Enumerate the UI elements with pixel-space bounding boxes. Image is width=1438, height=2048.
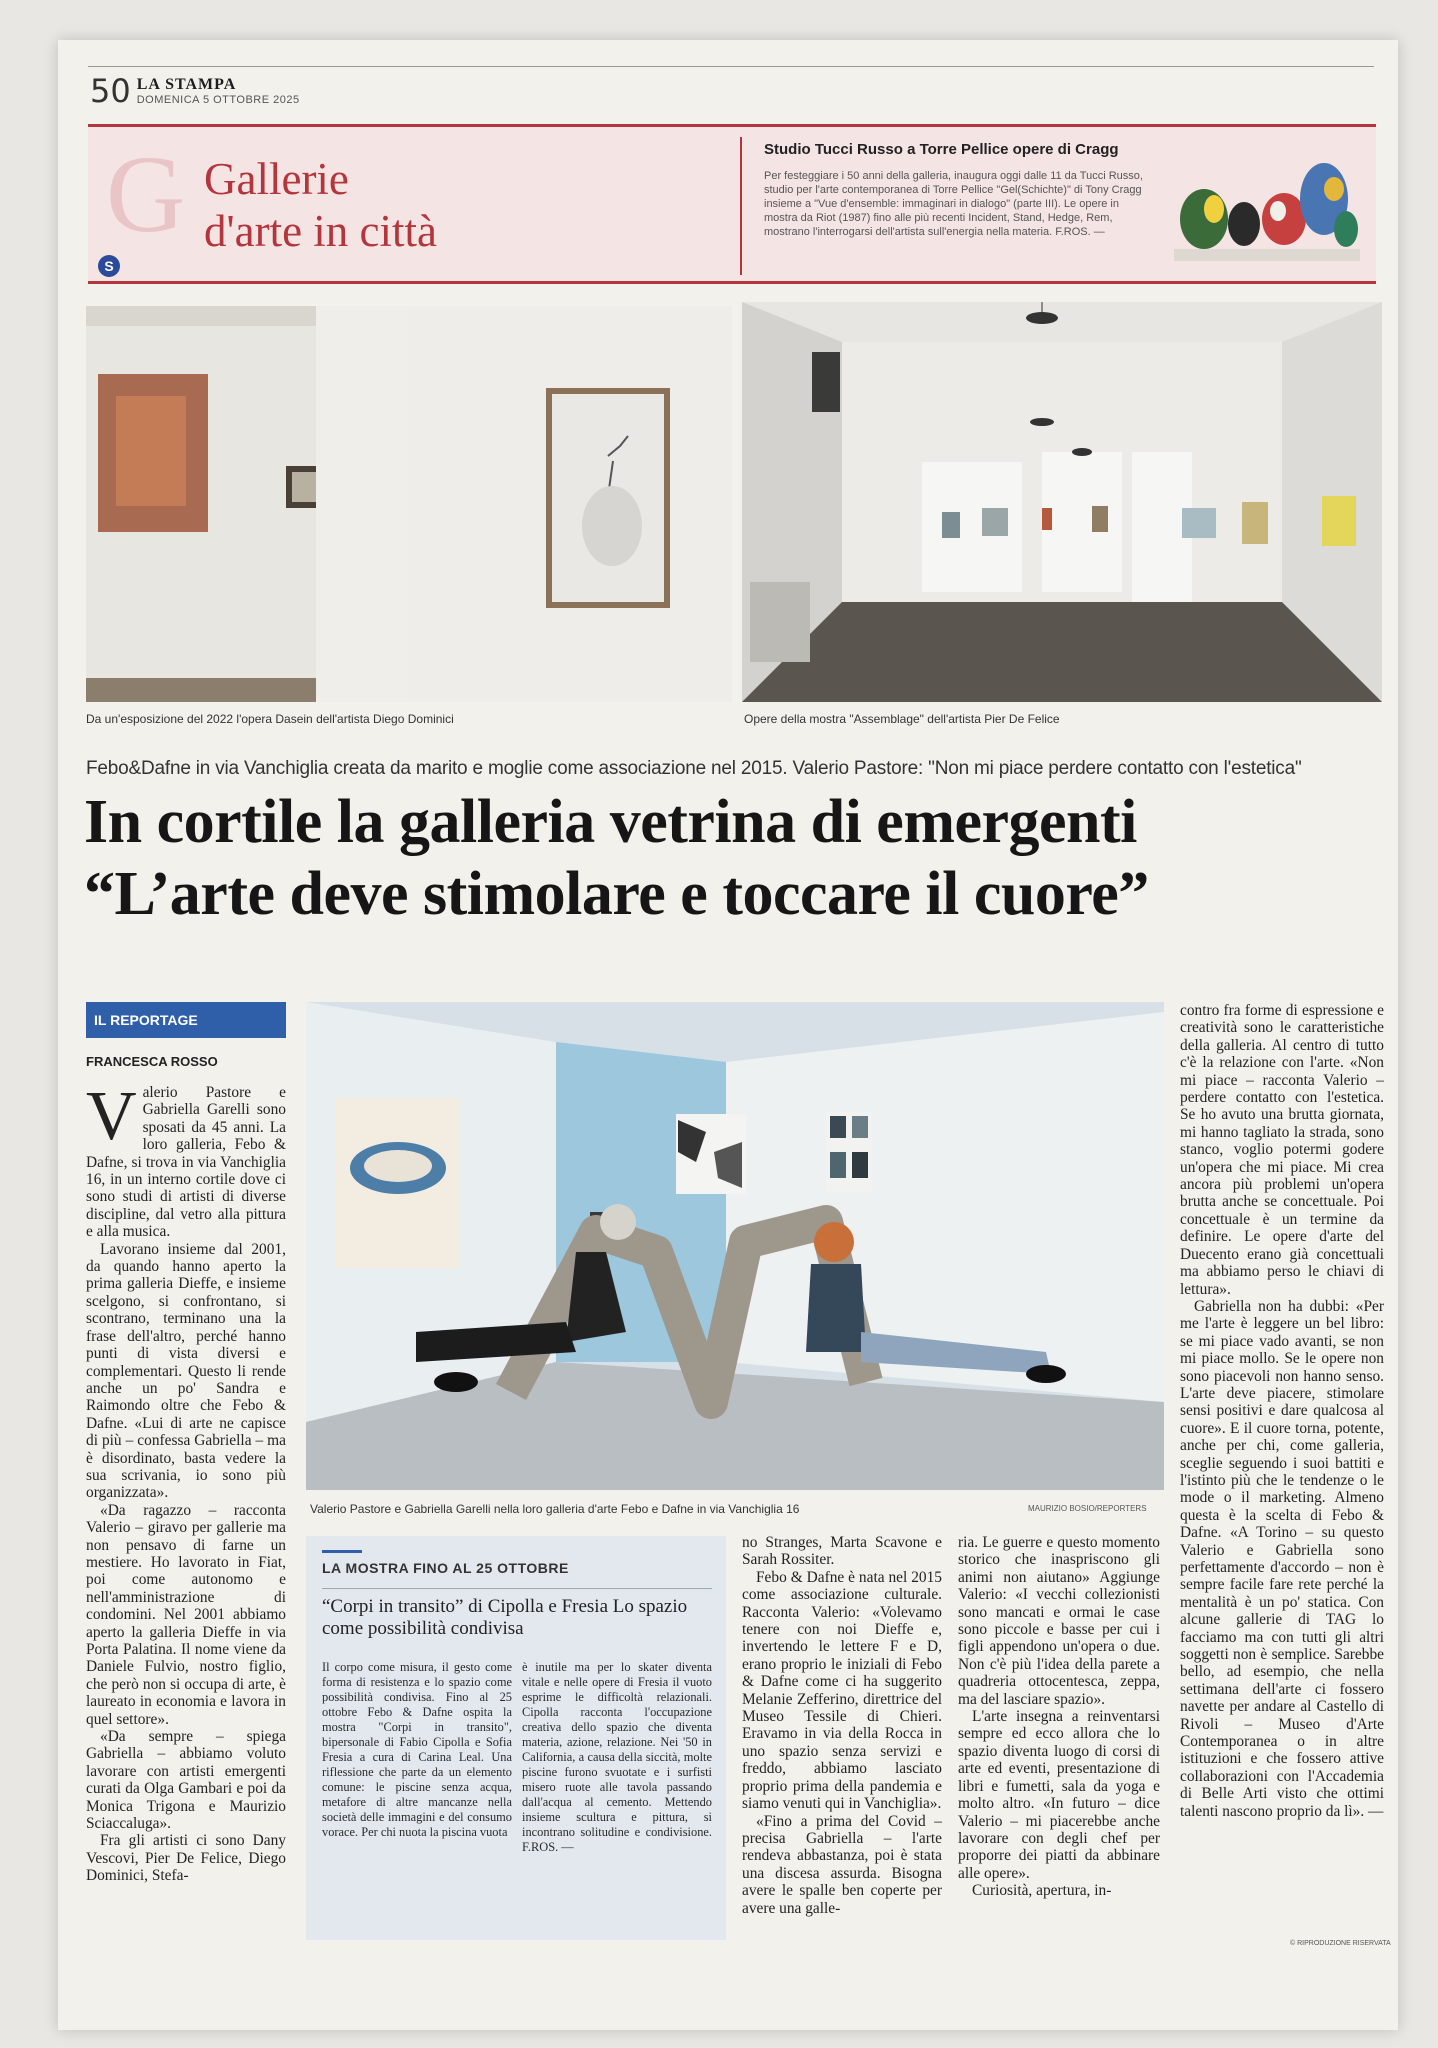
- paragraph: L'arte insegna a reinventarsi sempre ed ecco allora che lo spazio diventa luogo di corsi di arte ed eventi, presentazione di libri e fumetti, sala da yoga e molto altro. «In futuro – dice Valerio – mi piacerebbe anche lavorare con degli chef per proporre dei piatti da abbinare alle opere».: [958, 1708, 1160, 1882]
- copyright-note: © RIPRODUZIONE RISERVATA: [1290, 1940, 1391, 1947]
- article-column-4: [958, 1534, 1160, 1944]
- headline-line2: “L’arte deve stimolare e toccare il cuore”: [84, 860, 1149, 928]
- section-badge: S: [98, 255, 120, 277]
- article-headline: [84, 786, 1394, 930]
- side-headline: Studio Tucci Russo a Torre Pellice opere di Cragg: [764, 141, 1119, 158]
- box-label: LA MOSTRA FINO AL 25 OTTOBRE: [322, 1560, 569, 1576]
- sidebar-box: [306, 1536, 726, 1940]
- headline-line1: In cortile la galleria vetrina di emergenti: [84, 788, 1137, 856]
- box-accent-rule: [322, 1550, 362, 1553]
- section-title-line1: Gallerie: [204, 154, 349, 204]
- top-rule: [88, 66, 1374, 67]
- box-divider: [322, 1588, 712, 1589]
- paragraph: Fra gli artisti ci sono Dany Vescovi, Pier De Felice, Diego Dominici, Stefa-: [86, 1832, 286, 1885]
- paragraph: alerio Pastore e Gabriella Garelli sono sposati da 45 anni. La loro galleria, Febo & Dafne, si trova in via Vanchiglia 16, in un interno cortile dove ci sono studi di artisti di diverse discipline, dal vetro alla pittura e alla musica.: [86, 1084, 286, 1241]
- section-title: [204, 153, 524, 257]
- paragraph: «Da sempre – spiega Gabriella – abbiamo voluto lavorare con artisti emergenti curati da Olga Gambari e poi da Monica Trigona e Maurizio Sciaccaluga».: [86, 1728, 286, 1833]
- photo-caption-left: Da un'esposizione del 2022 l'opera Dasein dell'artista Diego Dominici: [86, 712, 454, 726]
- box-column-1: Il corpo come misura, il gesto come forma di resistenza e lo spazio come possibilità condivisa. Fino al 25 ottobre Febo & Dafne ospita la mostra "Corpi in transito", bipersonale di Fabio Cipolla e Sofia Fresia a cura di Carina Leal. Una riflessione che parte da un elemento comune: le piscine senza acqua, metafore di altre mancanze nella società delle immagini e del consumo vorace. Per chi nuota la piscina vuota: [322, 1660, 512, 1839]
- banner-divider: [740, 137, 742, 275]
- main-photo-caption: Valerio Pastore e Gabriella Garelli nella loro galleria d'arte Febo e Dafne in via Vanchiglia 16: [310, 1502, 800, 1516]
- drop-cap: V: [86, 1078, 137, 1155]
- section-title-line2: d'arte in città: [204, 206, 437, 256]
- photo-credit: MAURIZIO BOSIO/REPORTERS: [1028, 1504, 1147, 1513]
- section-initial: G: [106, 133, 186, 255]
- gallery-photo-dasein: [86, 306, 408, 702]
- section-banner: [88, 124, 1376, 284]
- main-photo-gallery-owners: [306, 1002, 1164, 1490]
- paragraph: «Fino a prima del Covid – precisa Gabriella – l'arte rendeva abbastanza, poi è stata una discesa assurda. Bisogna avere le spalle ben coperte per avere una galle-: [742, 1812, 942, 1917]
- side-text: Per festeggiare i 50 anni della galleria, inaugura oggi dalle 11 da Tucci Russo, studio per l'arte contemporanea di Torre Pellice "Gel(Schichte)" di Tony Cragg insieme a "Vue d'ensemble: immaginari in dialogo" (parte III). Le opere in mostra da Riot (1987) fino alle più recenti Incident, Stand, Hedge, Rem, mostrano l'interrogarsi dell'artista sull'energia nella materia. F.ROS. —: [764, 170, 1143, 238]
- box-column-2: è inutile ma per lo skater diventa vitale e nelle opere di Fresia il vuoto esprime le difficoltà relazionali. Cipolla racconta l'occupazione creativa dello spazio che diventa materia, azione, relazione. Nei '50 in California, a causa della siccità, molte piscine furono svuotate e i surfisti misero ruote alle tavola passando dall'acqua al cemento. Mettendo insieme scultura e pittura, si incontrano solitudine e condivisione. F.ROS. —: [522, 1660, 712, 1854]
- paragraph: «Da ragazzo – racconta Valerio – giravo per gallerie ma non pensavo di farne un mestiere. Ho lavorato in Fiat, poi come autonomo e nell'amministrazione di condomini. Nel 2001 abbiamo aperto la galleria Dieffe in via Porta Palatina. Il nome viene da Daniele Fulvio, nostro figlio, che però non si occupa di arte, è laureato in economia e lavora in quel settore».: [86, 1501, 286, 1728]
- masthead: [90, 72, 300, 110]
- paragraph: Febo & Dafne è nata nel 2015 come associazione culturale. Racconta Valerio: «Volevamo tenere con noi Dieffe e, invertendo le lettere F e D, erano proprio le iniziali di Febo & Dafne come ci ha suggerito Melanie Zefferino, direttrice del Museo Tessile di Chieri. Eravamo in via della Rocca in uno spazio senza servizi e freddo, abbiamo lasciato proprio prima della pandemia e siamo venuti qui in Vanchiglia».: [742, 1568, 942, 1813]
- article-column-5: [1180, 1002, 1384, 1938]
- article-column-1: [86, 1078, 286, 1944]
- photo-caption-right: Opere della mostra "Assemblage" dell'artista Pier De Felice: [744, 712, 1060, 726]
- page-number: 50: [90, 72, 131, 110]
- issue-date: DOMENICA 5 OTTOBRE 2025: [136, 94, 300, 106]
- article-column-3: [742, 1534, 942, 1944]
- cragg-artwork-image: [1174, 149, 1360, 261]
- gallery-photo-assemblage: [742, 302, 1382, 702]
- byline: FRANCESCA ROSSO: [86, 1054, 218, 1069]
- masthead-text: [137, 76, 300, 106]
- paragraph: no Stranges, Marta Scavone e Sarah Rossiter.: [742, 1534, 942, 1569]
- paragraph: ria. Le guerre e questo momento storico che inaspriscono gli animi non aiutano» Aggiunge Valerio: «I vecchi collezionisti sono mancati e ormai le case sono piccole e basse per cui i figli appendono un'opera o due. Non c'è più l'idea della parete a quadreria ottocentesca, zeppa, ma del lasciare spazio».: [958, 1534, 1160, 1708]
- newspaper-name: LA STAMPA: [136, 76, 237, 93]
- gallery-photo-white-wall: [408, 306, 732, 702]
- paragraph: Curiosità, apertura, in-: [972, 1882, 1112, 1900]
- section-label: IL REPORTAGE: [86, 1002, 286, 1038]
- article-kicker: Febo&Dafne in via Vanchiglia creata da marito e moglie come associazione nel 2015. Valerio Pastore: "Non mi piace perdere contatto con l'estetica": [86, 758, 1302, 779]
- paragraph: Gabriella non ha dubbi: «Per me l'arte è leggere un bel libro: se mi piace vado avanti, se non mi piace mollo. Se le opere non sono piacevoli non hanno senso. L'arte deve piacere, stimolare sensi positivi e dare qualcosa al cuore». E il cuore torna, potente, anche per chi, come galleria, sceglie seguendo i suoi battiti e l'istinto più che le tendenze o le mode o il marketing. Almeno questa è la scelta di Febo & Dafne. «A Torino – su questo Valerio e Gabriella sono perfettamente d'accordo – non è sempre facile fare rete perché la mentalità è un po' statica. Con alcune gallerie di TAG lo facciamo ma con tutti gli altri soggetti non è semplice. Sarebbe bello, ad esempio, che nella settimana dell'arte ci fossero navette per andare al Castello di Rivoli – Museo d'Arte Contemporanea o in altre istituzioni e che fossero attive collaborazioni con l'Accademia di Belle Arti visto che ottimi talenti nascono proprio da lì». —: [1180, 1297, 1384, 1820]
- paragraph: Lavorano insieme dal 2001, da quando hanno aperto la prima galleria Dieffe, e insieme scelgono, si confrontano, si scontrano, terminano una la frase dell'altro, perché hanno punti di vista diversi e complementari. Questo li rende anche un po' Sandra e Raimondo oltre che Febo & Dafne. «Lui di arte ne capisce di più – confessa Gabriella – ma è disordinato, basta vedere la sua scrivania, io sono più organizzata».: [86, 1240, 286, 1502]
- box-title: “Corpi in transito” di Cipolla e Fresia Lo spazio come possibilità condivisa: [322, 1596, 688, 1639]
- paragraph: contro fra forme di espressione e creatività sono le caratteristiche della galleria. Al centro di tutto c'è la relazione con l'arte. «Non mi piace – racconta Valerio – perdere contatto con l'estetica. Se ho avuto una brutta giornata, mi hanno tagliato la strada, sono stanco, voglio potermi godere un'opera che mi piace. Mi crea ancora più problemi un'opera brutta anche se concettuale. Poi concettuale è un termine da definire. Le opere d'arte del Duecento erano già concettuali ma abbiamo perso le chiavi di lettura».: [1180, 1002, 1384, 1298]
